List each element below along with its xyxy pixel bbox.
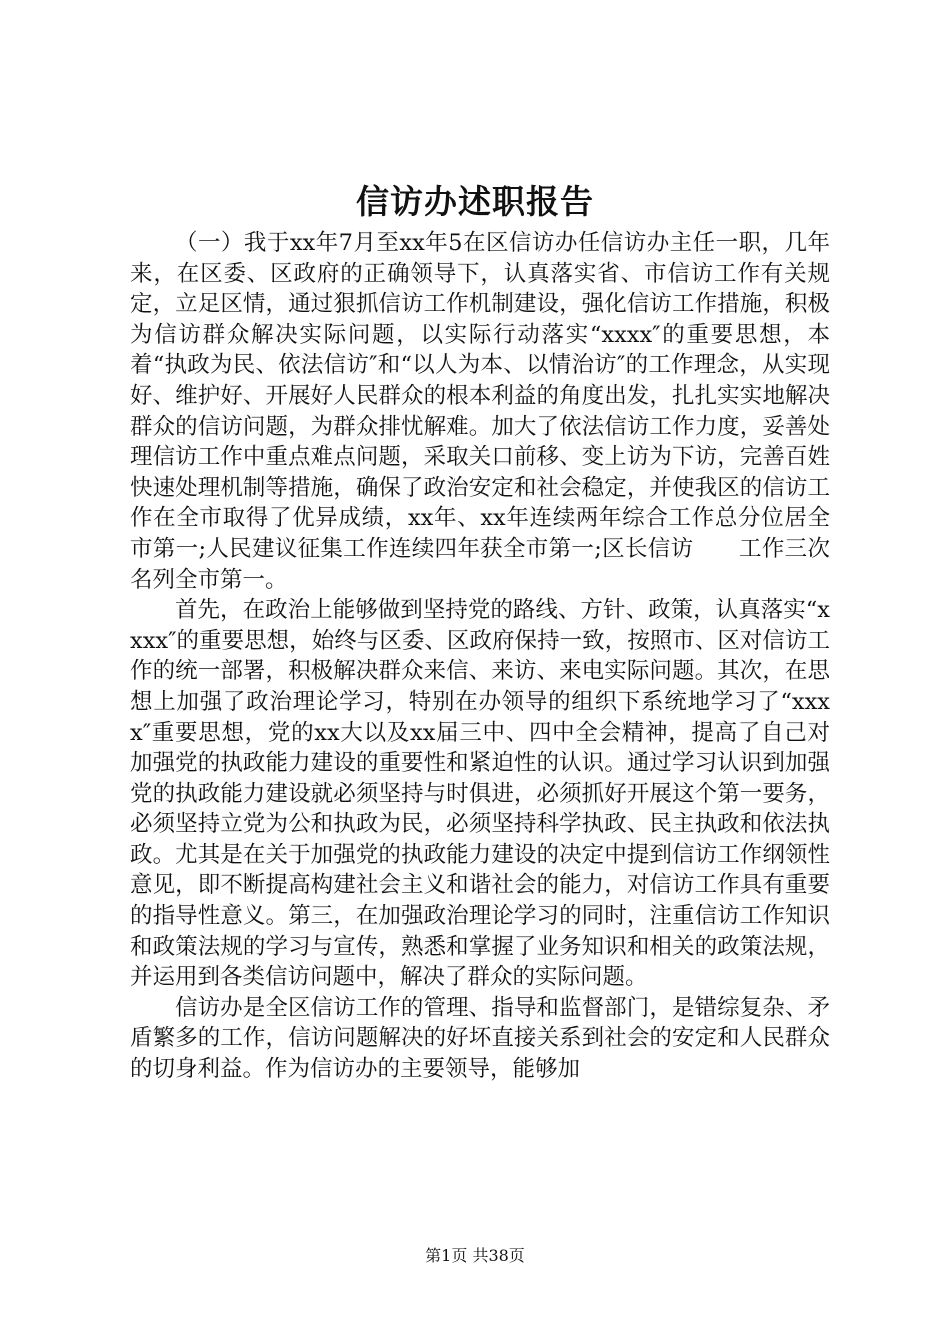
page-footer: 第1页 共38页 xyxy=(425,1246,525,1265)
document-body xyxy=(130,228,830,1085)
document-title: 信访办述职报告 xyxy=(356,182,594,221)
paragraph-1: （一）我于xx年7月至xx年5在区信访办任信访办主任一职，几年来，在区委、区政府的正确领导下，认真落实省、市信访工作有关规定，立足区情，通过狠抓信访工作机制建设，强化信访工作措施，积极为信访群众解决实际问题，以实际行动落实“xxxx″的重要思想，本着“执政为民、依法信访″和“以人为本、以情治访″的工作理念，从实现好、维护好、开展好人民群众的根本利益的角度出发，扎扎实实地解决群众的信访问题，为群众排忧解难。加大了依法信访工作力度，妥善处理信访工作中重点难点问题，采取关口前移、变上访为下访，完善百姓快速处理机制等措施，确保了政治安定和社会稳定，并使我区的信访工作在全市取得了优异成绩，xx年、xx年连续两年综合工作总分位居全市第一;人民建议征集工作连续四年获全市第一;区长信访 工作三次名列全市第一。 xyxy=(130,230,830,593)
paragraph-2: 首先，在政治上能够做到坚持党的路线、方针、政策，认真落实“xxxx″的重要思想，始终与区委、区政府保持一致，按照市、区对信访工作的统一部署，积极解决群众来信、来访、来电实际问题。其次，在思想上加强了政治理论学习，特别在办领导的组织下系统地学习了“xxxx″重要思想，党的xx大以及xx届三中、四中全会精神，提高了自己对加强党的执政能力建设的重要性和紧迫性的认识。通过学习认识到加强党的执政能力建设就必须坚持与时俱进，必须抓好开展这个第一要务，必须坚持立党为公和执政为民，必须坚持科学执政、民主执政和依法执政。尤其是在关于加强党的执政能力建设的决定中提到信访工作纲领性意见，即不断提高构建社会主义和谐社会的能力，对信访工作具有重要的指导性意义。第三，在加强政治理论学习的同时，注重信访工作知识和政策法规的学习与宣传，熟悉和掌握了业务知识和相关的政策法规，并运用到各类信访问题中，解决了群众的实际问题。 xyxy=(130,597,830,991)
paragraph-3: 信访办是全区信访工作的管理、指导和监督部门，是错综复杂、矛盾繁多的工作，信访问题解决的好坏直接关系到社会的安定和人民群众的切身利益。作为信访办的主要领导，能够加 xyxy=(130,994,830,1083)
